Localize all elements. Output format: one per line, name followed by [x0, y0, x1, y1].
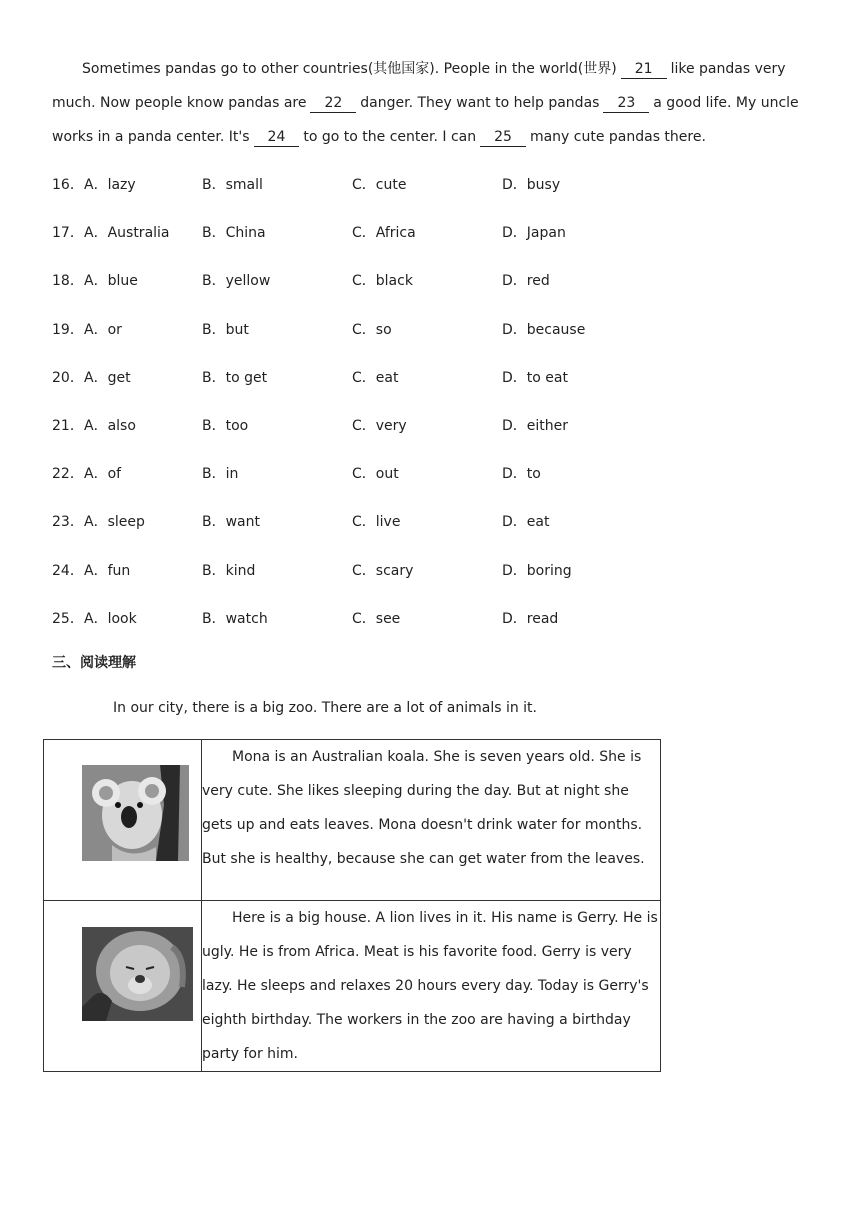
option-a[interactable]: A．fun — [84, 563, 131, 579]
table-row — [44, 740, 661, 901]
option-c[interactable]: C．scary — [352, 563, 414, 579]
option-b[interactable]: B．want — [202, 514, 260, 530]
option-d[interactable]: D．either — [502, 418, 569, 434]
option-c[interactable]: C．live — [352, 514, 401, 530]
image-cell — [44, 740, 202, 901]
blank-21: 21 — [621, 60, 667, 79]
option-a[interactable]: A．also — [84, 418, 136, 434]
question-number: 23． — [52, 514, 84, 530]
option-a[interactable]: A．blue — [84, 273, 138, 289]
option-a[interactable]: A．of — [84, 466, 122, 482]
lion-photo — [82, 927, 193, 1021]
option-b[interactable]: B．to get — [202, 370, 268, 386]
question-number: 16． — [52, 177, 84, 193]
option-d[interactable]: D．eat — [502, 514, 550, 530]
option-b[interactable]: B．small — [202, 177, 263, 193]
option-b[interactable]: B．in — [202, 466, 239, 482]
option-a[interactable]: A．Australia — [84, 225, 170, 241]
option-a[interactable]: A．look — [84, 611, 137, 627]
question-number: 24． — [52, 563, 84, 579]
question-number: 20． — [52, 370, 84, 386]
option-b[interactable]: B．too — [202, 418, 249, 434]
koala-photo — [82, 765, 189, 861]
option-d[interactable]: D．to eat — [502, 370, 568, 386]
option-c[interactable]: C．out — [352, 466, 399, 482]
cloze-passage: Sometimes pandas go to other countries(其他国家). People in the world(世界) 21 like pandas very much. Now people know pandas are 22 danger. They want to help pandas 23 a good life. My uncle works in a panda center. It's 24 to go to the center. I can 25 many cute pandas there. — [52, 61, 799, 145]
option-d[interactable]: D．because — [502, 322, 586, 338]
option-a[interactable]: A．lazy — [84, 177, 136, 193]
blank-25: 25 — [480, 128, 526, 147]
option-a[interactable]: A．get — [84, 370, 131, 386]
option-c[interactable]: C．see — [352, 611, 401, 627]
option-c[interactable]: C．very — [352, 418, 407, 434]
image-cell — [44, 901, 202, 1072]
reading-intro: In our city, there is a big zoo. There are a lot of animals in it. — [113, 700, 537, 716]
option-c[interactable]: C．black — [352, 273, 413, 289]
option-c[interactable]: C．Africa — [352, 225, 416, 241]
question-number: 18． — [52, 273, 84, 289]
option-c[interactable]: C．so — [352, 322, 392, 338]
option-d[interactable]: D．red — [502, 273, 550, 289]
blank-23: 23 — [603, 94, 649, 113]
option-b[interactable]: B．kind — [202, 563, 256, 579]
lion-description: Here is a big house. A lion lives in it. His name is Gerry. He is ugly. He is from Africa. Meat is his favorite food. Gerry is very lazy. He sleeps and relaxes 20 hours every day. Today is Gerry's eighth birthday. The workers in the zoo are having a birthday party for him. — [202, 901, 661, 1072]
koala-description: Mona is an Australian koala. She is seven years old. She is very cute. She likes sleeping during the day. But at night she gets up and eats leaves. Mona doesn't drink water for months. But she is healthy, because she can get water from the leaves. — [202, 740, 661, 901]
option-a[interactable]: A．sleep — [84, 514, 145, 530]
section-title: 三、阅读理解 — [52, 655, 136, 671]
option-b[interactable]: B．China — [202, 225, 266, 241]
question-number: 17． — [52, 225, 84, 241]
blank-24: 24 — [254, 128, 300, 147]
option-c[interactable]: C．cute — [352, 177, 407, 193]
option-c[interactable]: C．eat — [352, 370, 399, 386]
question-number: 21． — [52, 418, 84, 434]
option-a[interactable]: A．or — [84, 322, 122, 338]
option-d[interactable]: D．read — [502, 611, 559, 627]
option-d[interactable]: D．busy — [502, 177, 561, 193]
blank-22: 22 — [310, 94, 356, 113]
option-d[interactable]: D．to — [502, 466, 541, 482]
question-number: 19． — [52, 322, 84, 338]
option-b[interactable]: B．but — [202, 322, 249, 338]
table-row — [44, 901, 661, 1072]
animal-table — [43, 739, 661, 1072]
option-d[interactable]: D．Japan — [502, 225, 566, 241]
option-d[interactable]: D．boring — [502, 563, 572, 579]
option-b[interactable]: B．yellow — [202, 273, 271, 289]
question-number: 22． — [52, 466, 84, 482]
option-b[interactable]: B．watch — [202, 611, 268, 627]
question-number: 25． — [52, 611, 84, 627]
